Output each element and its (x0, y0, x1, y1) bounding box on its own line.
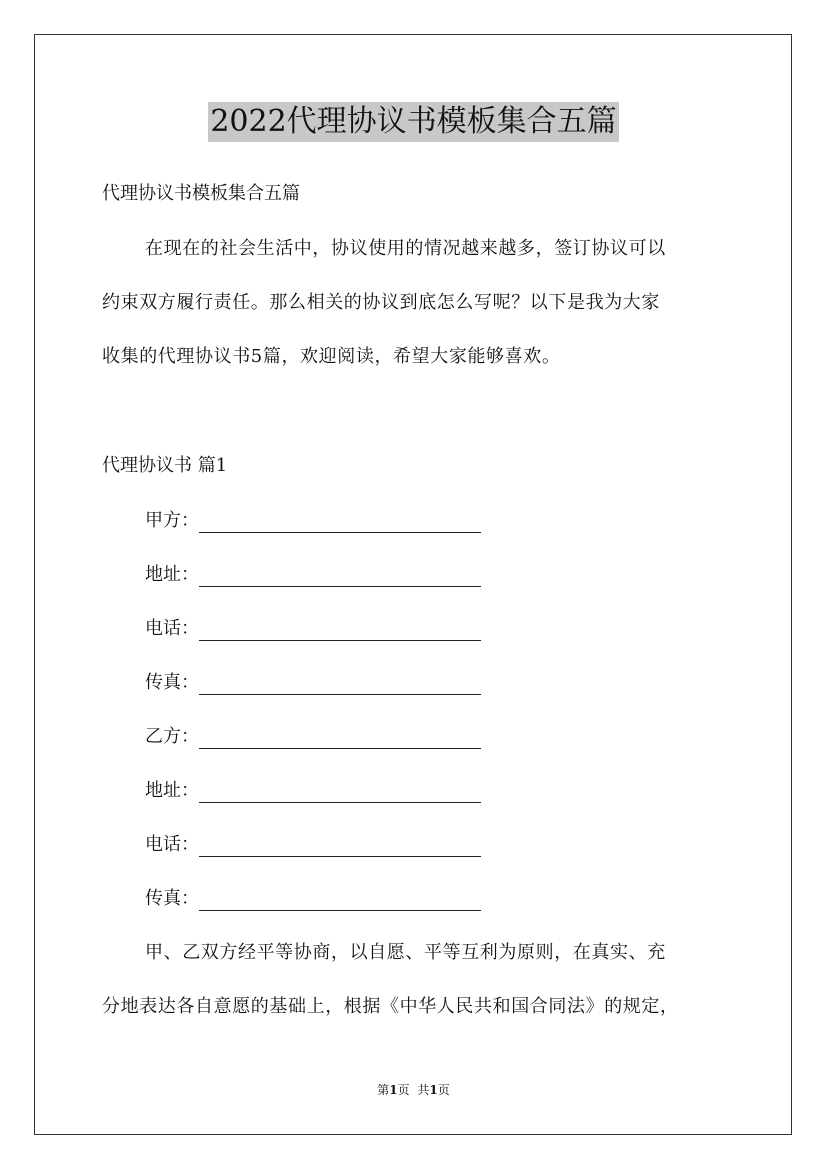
form-field-address-b (145, 779, 481, 803)
blank-line[interactable] (199, 892, 481, 911)
form-field-address-a (145, 563, 481, 587)
page-footer (0, 1082, 827, 1098)
form-field-fax-b (145, 887, 481, 911)
document-title: 2022代理协议书模板集合五篇 (208, 102, 618, 142)
field-label: 电话： (145, 834, 199, 855)
footer-page-suffix: 页 (397, 1083, 410, 1097)
field-label: 乙方： (145, 726, 199, 747)
blank-line[interactable] (199, 730, 481, 749)
blank-line[interactable] (199, 514, 481, 533)
footer-total-number: 1 (429, 1083, 438, 1097)
field-label: 甲方： (145, 510, 199, 531)
blank-line[interactable] (199, 838, 481, 857)
form-field-phone-b (145, 833, 481, 857)
footer-page-number: 1 (389, 1083, 398, 1097)
field-label: 电话： (145, 618, 199, 639)
footer-page-prefix: 第 (377, 1083, 390, 1097)
body-line-1: 甲、乙双方经平等协商，以自愿、平等互利为原则，在真实、充 (145, 942, 666, 963)
blank-line[interactable] (199, 568, 481, 587)
field-label: 传真： (145, 672, 199, 693)
intro-line-2: 约束双方履行责任。那么相关的协议到底怎么写呢？以下是我为大家 (102, 292, 660, 313)
title-container (0, 102, 827, 142)
intro-line-1: 在现在的社会生活中，协议使用的情况越来越多，签订协议可以 (145, 238, 666, 259)
form-field-party-b (145, 725, 481, 749)
field-label: 地址： (145, 564, 199, 585)
form-field-party-a (145, 509, 481, 533)
intro-line-3: 收集的代理协议书5篇，欢迎阅读，希望大家能够喜欢。 (102, 346, 561, 367)
field-label: 地址： (145, 780, 199, 801)
blank-line[interactable] (199, 676, 481, 695)
field-label: 传真： (145, 888, 199, 909)
form-field-phone-a (145, 617, 481, 641)
footer-total-prefix: 共 (417, 1083, 430, 1097)
blank-line[interactable] (199, 784, 481, 803)
section-heading: 代理协议书 篇1 (102, 455, 228, 476)
body-line-2: 分地表达各自意愿的基础上，根据《中华人民共和国合同法》的规定， (102, 996, 679, 1017)
footer-total-suffix: 页 (437, 1083, 450, 1097)
document-subtitle: 代理协议书模板集合五篇 (102, 183, 300, 204)
blank-line[interactable] (199, 622, 481, 641)
form-field-fax-a (145, 671, 481, 695)
